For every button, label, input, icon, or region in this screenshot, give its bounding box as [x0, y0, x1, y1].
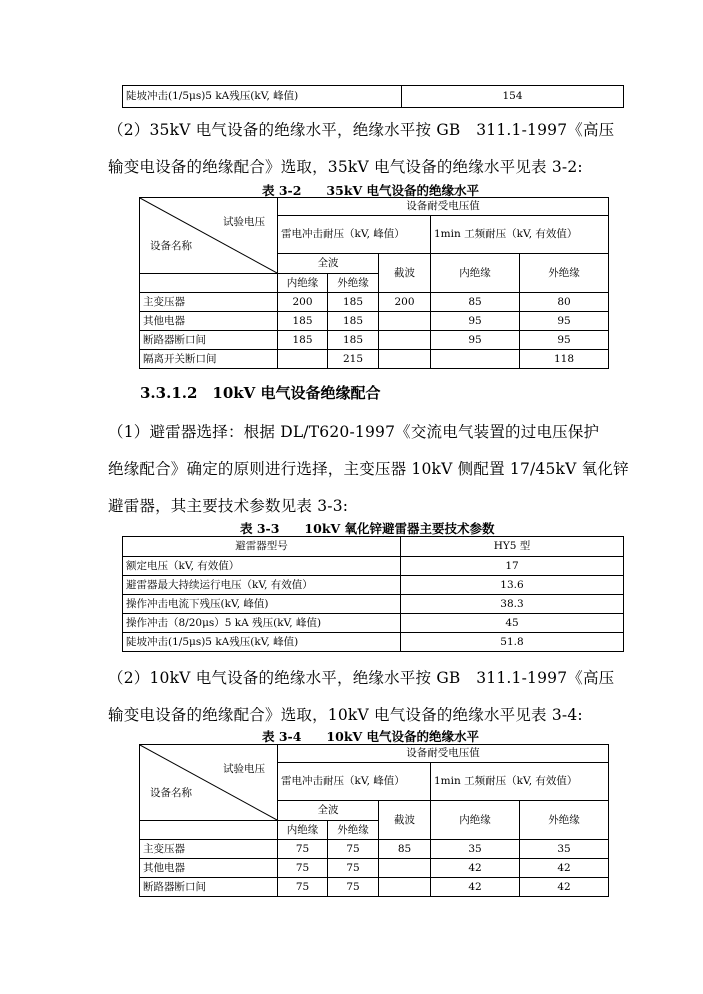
table-row	[123, 576, 624, 595]
parameter-value-cell: 38.3	[401, 595, 624, 614]
parameter-name-cell: 避雷器最大持续运行电压（kV, 有效值）	[123, 576, 401, 595]
equipment-name-cell: 断路器断口间	[140, 331, 278, 350]
full-wave-header: 全波	[278, 254, 379, 274]
fw-outer-cell: 185	[328, 312, 379, 331]
table-row	[140, 840, 609, 859]
fw-outer-header: 外绝缘	[328, 274, 379, 293]
fw-inner-header: 内绝缘	[278, 274, 328, 293]
caption-table-3-3: 表 3-3 10kV 氧化锌避雷器主要技术参数	[240, 521, 495, 536]
parameter-name-cell: 操作冲击（8/20μs）5 kA 残压(kV, 峰值)	[123, 614, 401, 633]
arrester-model-value: HY5 型	[401, 537, 624, 557]
equipment-name-label: 设备名称	[150, 240, 192, 252]
pf-inner-cell: 42	[431, 878, 520, 897]
diagonal-line	[140, 745, 277, 820]
pf-inner-cell: 95	[431, 331, 520, 350]
chopped-cell	[379, 312, 431, 331]
para1-line2: 输变电设备的绝缘配合》选取，35kV 电气设备的绝缘水平见表 3-2:	[108, 158, 583, 176]
para1-line1: （2）35kV 电气设备的绝缘水平，绝缘水平按 GB 311.1-1997《高压	[108, 121, 615, 139]
arrester-model-header: 避雷器型号	[123, 537, 401, 557]
chopped-cell: 200	[379, 293, 431, 312]
parameter-name-cell: 操作冲击电流下残压(kV, 峰值)	[123, 595, 401, 614]
chopped-cell	[379, 878, 431, 897]
chopped-cell	[379, 859, 431, 878]
pf-outer-cell: 95	[520, 331, 609, 350]
section-heading: 3.3.1.2 10kV 电气设备绝缘配合	[140, 384, 381, 402]
fw-outer-cell: 75	[328, 859, 379, 878]
parameter-value-cell: 51.8	[401, 633, 624, 652]
blank-cell	[140, 274, 278, 293]
table-row	[123, 557, 624, 576]
pf-outer-cell: 35	[520, 840, 609, 859]
fw-outer-cell: 185	[328, 293, 379, 312]
chopped-cell	[379, 350, 431, 369]
table-row	[123, 595, 624, 614]
pf-inner-cell: 95	[431, 312, 520, 331]
table-row	[140, 293, 609, 312]
equipment-name-cell: 隔离开关断口间	[140, 350, 278, 369]
pf-outer-cell: 95	[520, 312, 609, 331]
table-row	[123, 614, 624, 633]
equipment-name-cell: 其他电器	[140, 859, 278, 878]
table-row	[123, 633, 624, 652]
pf-outer-cell: 80	[520, 293, 609, 312]
pf-outer-header: 外绝缘	[520, 801, 609, 840]
power-freq-header: 1min 工频耐压（kV, 有效值）	[431, 216, 609, 254]
test-voltage-label: 试验电压	[223, 763, 265, 775]
diagonal-line	[140, 198, 277, 273]
chopped-cell: 85	[379, 840, 431, 859]
pf-outer-header: 外绝缘	[520, 254, 609, 293]
equipment-name-cell: 主变压器	[140, 840, 278, 859]
blank-cell	[140, 821, 278, 840]
fw-inner-cell: 75	[278, 859, 328, 878]
top-table-label: 陡坡冲击(1/5μs)5 kA残压(kV, 峰值)	[123, 86, 402, 108]
parameter-value-cell: 45	[401, 614, 624, 633]
pf-inner-header: 内绝缘	[431, 801, 520, 840]
fw-outer-cell: 185	[328, 331, 379, 350]
fw-inner-cell: 200	[278, 293, 328, 312]
fw-outer-cell: 215	[328, 350, 379, 369]
table-3-2-corner-header	[140, 198, 278, 274]
chopped-cell	[379, 331, 431, 350]
fw-outer-cell: 75	[328, 840, 379, 859]
arrester-table-continuation	[122, 85, 624, 108]
para2-line3: 避雷器，其主要技术参数见表 3-3:	[108, 497, 349, 515]
parameter-name-cell: 陡坡冲击(1/5μs)5 kA残压(kV, 峰值)	[123, 633, 401, 652]
equipment-name-cell: 断路器断口间	[140, 878, 278, 897]
pf-inner-header: 内绝缘	[431, 254, 520, 293]
pf-inner-cell	[431, 350, 520, 369]
table-row	[140, 350, 609, 369]
pf-inner-cell: 42	[431, 859, 520, 878]
lightning-header: 雷电冲击耐压（kV, 峰值）	[278, 216, 431, 254]
para2-line2: 绝缘配合》确定的原则进行选择，主变压器 10kV 侧配置 17/45kV 氧化锌	[108, 460, 629, 478]
parameter-value-cell: 13.6	[401, 576, 624, 595]
equipment-name-cell: 其他电器	[140, 312, 278, 331]
caption-table-3-4: 表 3-4 10kV 电气设备的绝缘水平	[262, 729, 480, 744]
table-3-3	[122, 536, 624, 652]
table-row	[140, 312, 609, 331]
pf-inner-cell: 35	[431, 840, 520, 859]
fw-inner-cell	[278, 350, 328, 369]
chopped-header: 截波	[379, 801, 431, 840]
pf-inner-cell: 85	[431, 293, 520, 312]
equipment-name-cell: 主变压器	[140, 293, 278, 312]
fw-outer-header: 外绝缘	[328, 821, 379, 840]
table-3-4	[139, 744, 609, 897]
withstand-header: 设备耐受电压值	[278, 198, 609, 216]
top-table-value: 154	[402, 86, 624, 108]
fw-inner-cell: 75	[278, 878, 328, 897]
para3-line1: （2）10kV 电气设备的绝缘水平，绝缘水平按 GB 311.1-1997《高压	[108, 669, 615, 687]
table-row	[140, 859, 609, 878]
equipment-name-label: 设备名称	[150, 787, 192, 799]
para2-line1: （1）避雷器选择：根据 DL/T620-1997《交流电气装置的过电压保护	[108, 423, 600, 441]
fw-inner-cell: 75	[278, 840, 328, 859]
table-3-2	[139, 197, 609, 369]
parameter-value-cell: 17	[401, 557, 624, 576]
fw-inner-header: 内绝缘	[278, 821, 328, 840]
chopped-header: 截波	[379, 254, 431, 293]
parameter-name-cell: 额定电压（kV, 有效值）	[123, 557, 401, 576]
test-voltage-label: 试验电压	[223, 216, 265, 228]
table-row	[140, 878, 609, 897]
lightning-header: 雷电冲击耐压（kV, 峰值）	[278, 763, 431, 801]
withstand-header: 设备耐受电压值	[278, 745, 609, 763]
table-row	[140, 331, 609, 350]
full-wave-header: 全波	[278, 801, 379, 821]
pf-outer-cell: 118	[520, 350, 609, 369]
pf-outer-cell: 42	[520, 878, 609, 897]
fw-inner-cell: 185	[278, 331, 328, 350]
fw-inner-cell: 185	[278, 312, 328, 331]
caption-table-3-2: 表 3-2 35kV 电气设备的绝缘水平	[262, 183, 480, 198]
fw-outer-cell: 75	[328, 878, 379, 897]
table-3-4-corner-header	[140, 745, 278, 821]
pf-outer-cell: 42	[520, 859, 609, 878]
para3-line2: 输变电设备的绝缘配合》选取，10kV 电气设备的绝缘水平见表 3-4:	[108, 706, 583, 724]
power-freq-header: 1min 工频耐压（kV, 有效值）	[431, 763, 609, 801]
